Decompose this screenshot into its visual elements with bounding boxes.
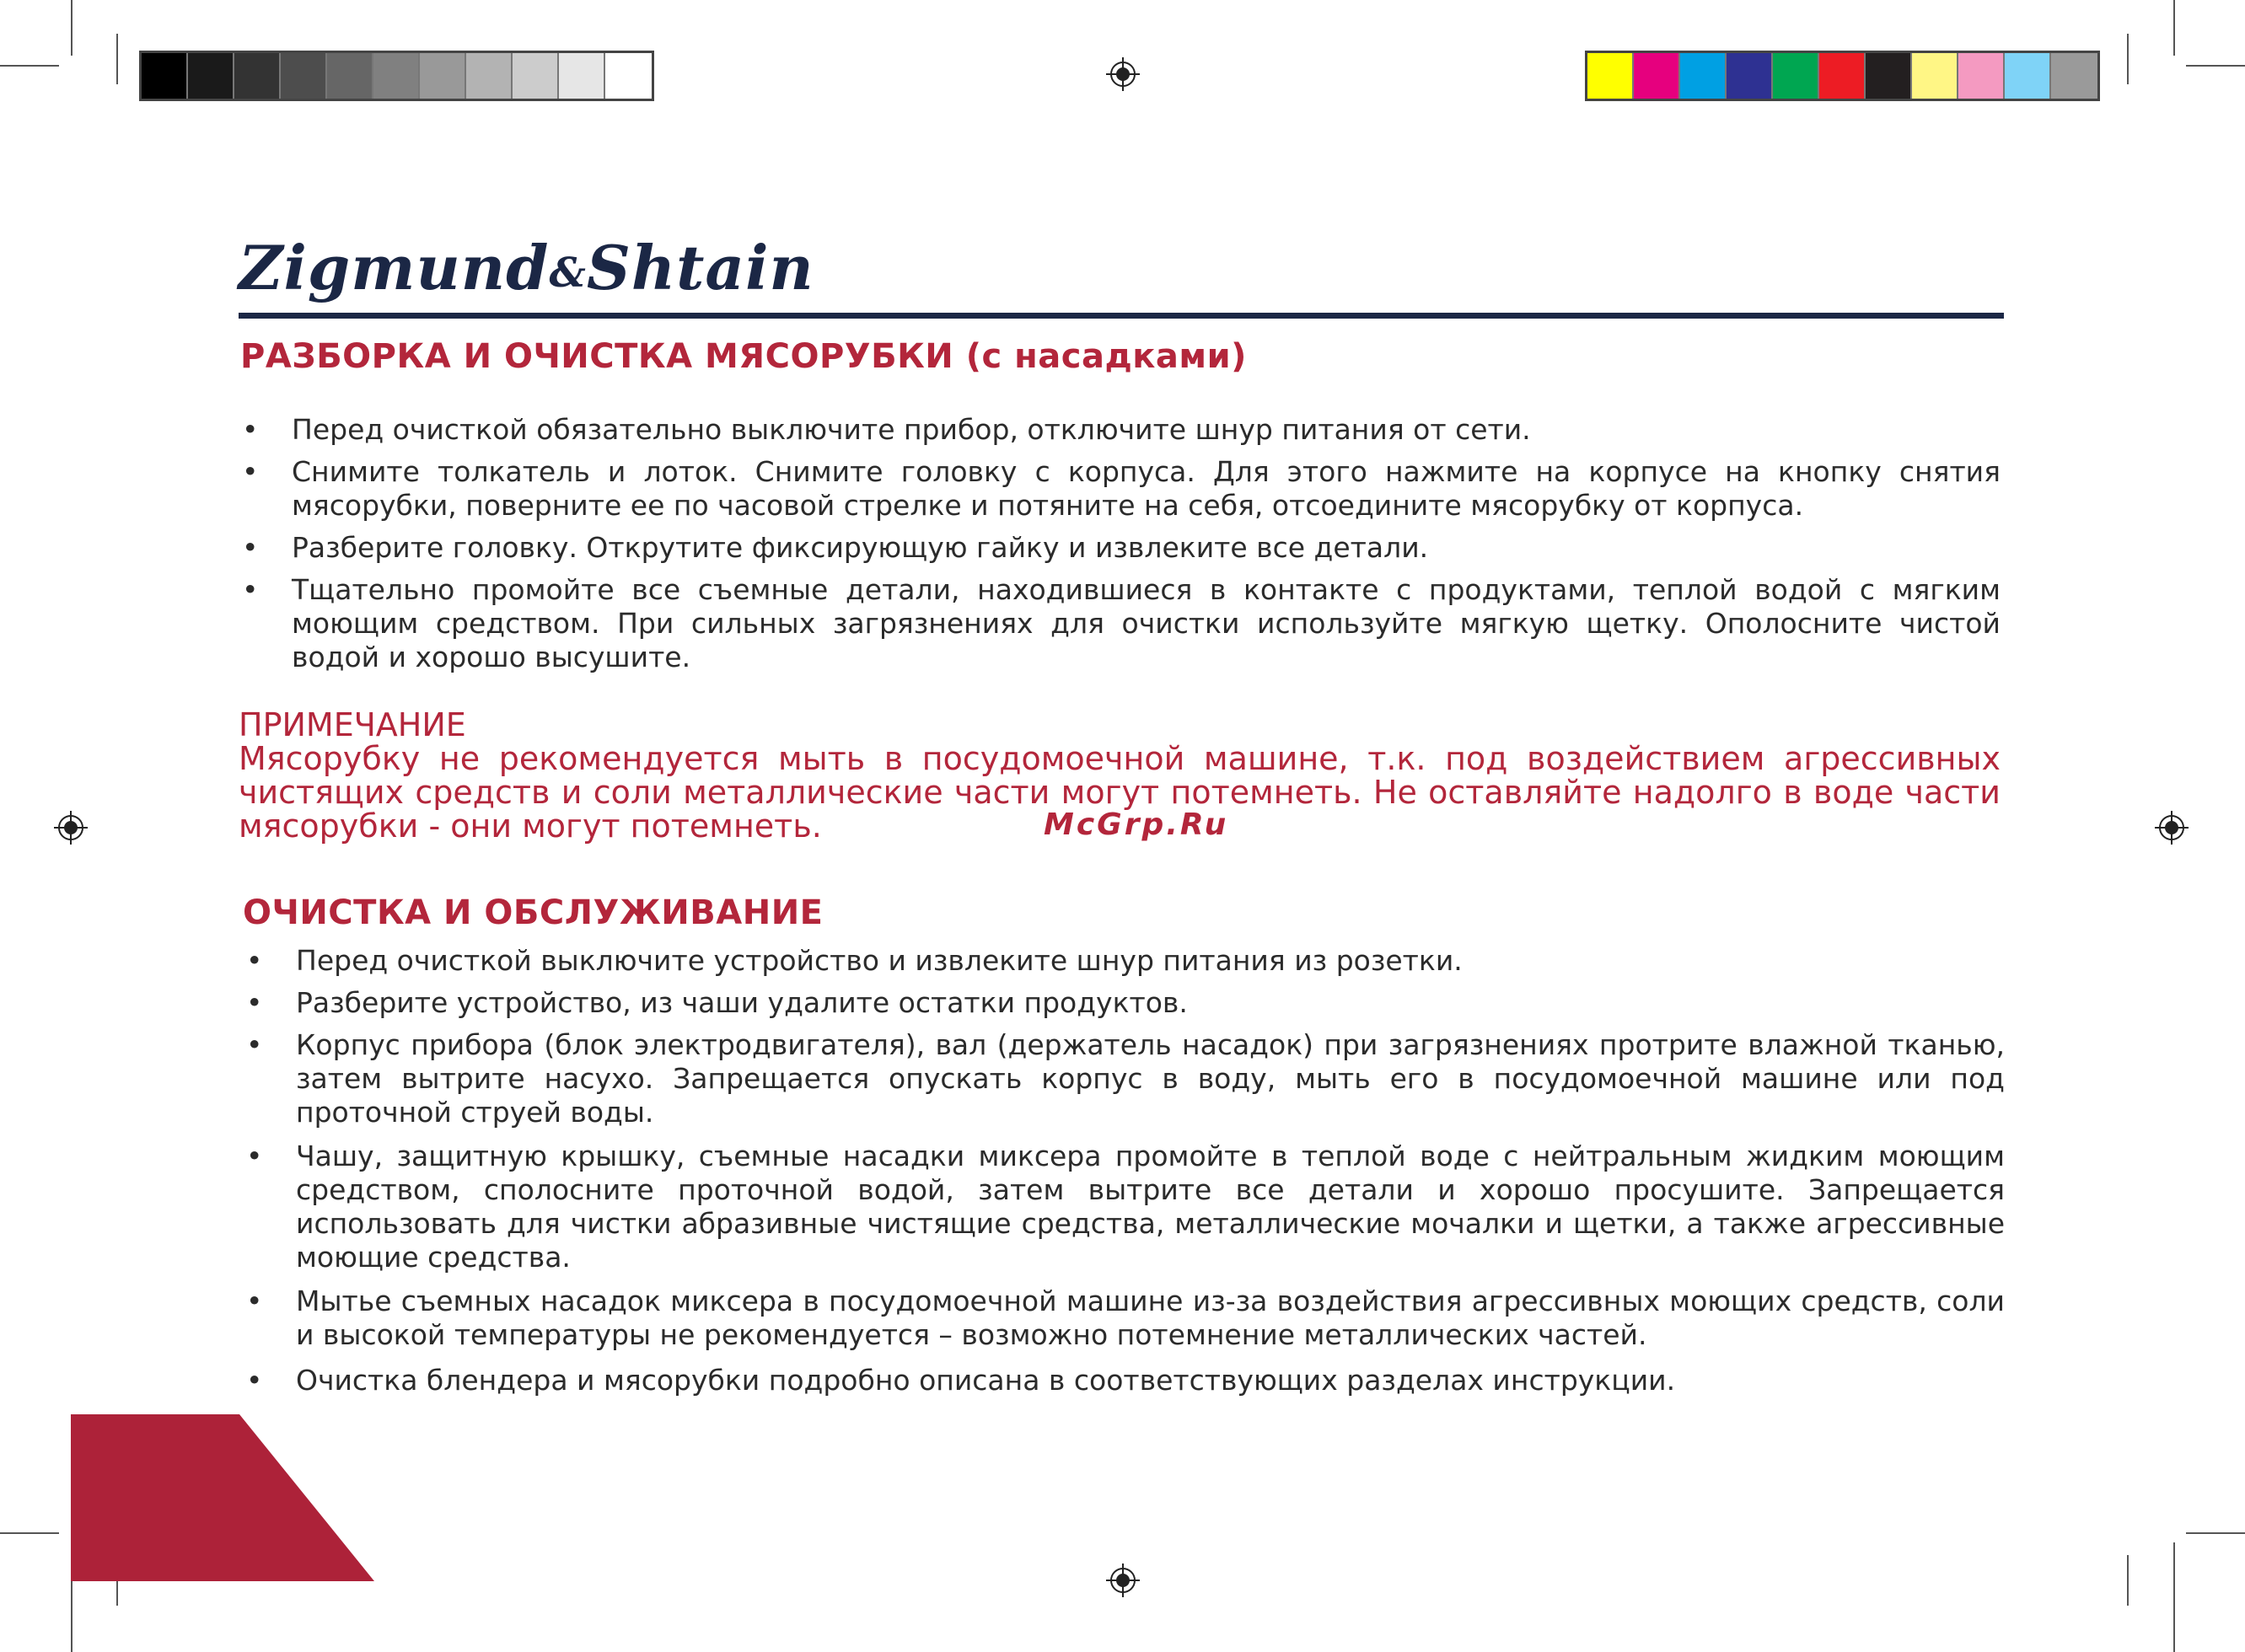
brand-logo-part: Shtain xyxy=(586,232,814,303)
color-swatch xyxy=(1727,53,1773,99)
list-item-text: Тщательно промойте все съемные детали, находившиеся в контакте с продуктами, теплой водой с мягким моющим средством. При сильных загрязнениях для очистки используйте мягкую щетку. Ополосните чистой водой и хорошо высушите. xyxy=(292,573,2001,673)
list-item-text: Чашу, защитную крышку, съемные насадки миксера промойте в теплой воде с нейтральным жидким моющим средством, сполосните проточной водой, затем вытрите все детали и хорошо просушите. Запрещается использовать для чистки абразивные чистящие средства, металлические мочалки и щетки, а также агрессивные моющие средства. xyxy=(296,1140,2005,1274)
color-swatch xyxy=(1634,53,1680,99)
watermark: McGrp.Ru xyxy=(1044,807,1229,842)
registration-mark-icon xyxy=(1106,1564,1140,1597)
bullet-icon: • xyxy=(246,944,263,977)
list-item-text: Перед очисткой обязательно выключите прибор, отключите шнур питания от сети. xyxy=(292,413,1531,446)
brand-logo-ampersand: & xyxy=(549,249,587,297)
decorative-corner-shape xyxy=(71,1414,374,1581)
list-item xyxy=(243,1285,2005,1352)
crop-mark xyxy=(0,1532,59,1534)
color-swatch xyxy=(2051,53,2097,99)
color-swatch xyxy=(1773,53,1819,99)
bullet-icon: • xyxy=(246,1140,263,1172)
list-item xyxy=(243,1140,2005,1274)
color-swatch xyxy=(188,53,234,99)
bullet-icon: • xyxy=(246,1364,263,1397)
bullet-icon: • xyxy=(242,413,259,446)
header-divider xyxy=(239,313,2004,319)
note-title: ПРИМЕЧАНИЕ xyxy=(239,706,466,743)
list-item xyxy=(243,1364,2005,1397)
bullet-icon: • xyxy=(246,1028,263,1061)
brand-logo-part: Zigmund xyxy=(239,232,550,303)
list-item xyxy=(243,944,2005,978)
color-swatch xyxy=(1912,53,1958,99)
color-swatch xyxy=(1958,53,2005,99)
registration-mark-icon xyxy=(1106,57,1140,91)
color-swatch xyxy=(605,53,652,99)
cleaning-steps-list xyxy=(243,944,2005,1406)
list-item xyxy=(239,531,2001,565)
list-item-text: Очистка блендера и мясорубки подробно описана в соответствующих разделах инструкции. xyxy=(296,1364,1676,1397)
list-item xyxy=(239,573,2001,674)
bullet-icon: • xyxy=(246,1285,263,1317)
crop-mark xyxy=(71,0,73,56)
bullet-icon: • xyxy=(246,986,263,1019)
section-title-disassembly: РАЗБОРКА И ОЧИСТКА МЯСОРУБКИ (с насадками) xyxy=(240,337,1247,376)
list-item-text: Мытье съемных насадок миксера в посудомоечной машине из-за воздействия агрессивных моющих средств, соли и высокой температуры не рекомендуется – возможно потемнение металлических частей. xyxy=(296,1285,2005,1351)
crop-mark xyxy=(2186,1532,2245,1534)
crop-mark xyxy=(0,65,59,67)
crop-mark xyxy=(2127,1555,2129,1606)
color-swatch xyxy=(559,53,605,99)
list-item xyxy=(239,413,2001,447)
crop-mark xyxy=(116,34,118,84)
list-item xyxy=(243,1028,2005,1129)
list-item-text: Перед очисткой выключите устройство и извлеките шнур питания из розетки. xyxy=(296,944,1463,977)
list-item-text: Разберите головку. Открутите фиксирующую гайку и извлеките все детали. xyxy=(292,531,1429,564)
color-swatch xyxy=(2005,53,2051,99)
disassembly-steps-list xyxy=(239,413,2001,683)
color-swatch xyxy=(513,53,559,99)
list-item-text: Разберите устройство, из чаши удалите остатки продуктов. xyxy=(296,986,1188,1019)
registration-mark-icon xyxy=(2155,811,2189,845)
bullet-icon: • xyxy=(242,455,259,488)
color-swatch xyxy=(327,53,373,99)
brand-logo xyxy=(239,232,814,303)
section-title-cleaning: ОЧИСТКА И ОБСЛУЖИВАНИЕ xyxy=(243,893,824,932)
crop-mark xyxy=(2173,1542,2175,1652)
color-swatch xyxy=(1587,53,1634,99)
color-swatch xyxy=(1680,53,1727,99)
crop-mark xyxy=(2173,0,2175,56)
color-swatch xyxy=(142,53,188,99)
cmyk-color-bar xyxy=(1585,51,2100,101)
color-swatch xyxy=(234,53,281,99)
color-swatch xyxy=(1819,53,1866,99)
color-swatch xyxy=(1866,53,1912,99)
list-item xyxy=(239,455,2001,523)
note-text: Мясорубку не рекомендуется мыть в посудомоечной машине, т.к. под воздействием агрессивных чистящих средств и соли металлические части могут потемнеть. Не оставляйте надолго в воде части мясорубки - они могут потемнеть. xyxy=(239,740,2001,845)
list-item-text: Снимите толкатель и лоток. Снимите головку с корпуса. Для этого нажмите на корпусе на кнопку снятия мясорубки, поверните ее по часовой стрелке и потяните на себя, отсоедините мясорубку от корпуса. xyxy=(292,455,2001,522)
grayscale-color-bar xyxy=(139,51,654,101)
color-swatch xyxy=(373,53,420,99)
bullet-icon: • xyxy=(242,531,259,564)
crop-mark xyxy=(2127,34,2129,84)
list-item-text: Корпус прибора (блок электродвигателя), вал (держатель насадок) при загрязнениях протрите влажной тканью, затем вытрите насухо. Запрещается опускать корпус в воду, мыть его в посудомоечной машине или под проточной струей воды. xyxy=(296,1028,2005,1129)
registration-mark-icon xyxy=(54,811,88,845)
crop-mark xyxy=(2186,65,2245,67)
list-item xyxy=(243,986,2005,1020)
color-swatch xyxy=(420,53,466,99)
color-swatch xyxy=(466,53,513,99)
color-swatch xyxy=(281,53,327,99)
bullet-icon: • xyxy=(242,573,259,606)
